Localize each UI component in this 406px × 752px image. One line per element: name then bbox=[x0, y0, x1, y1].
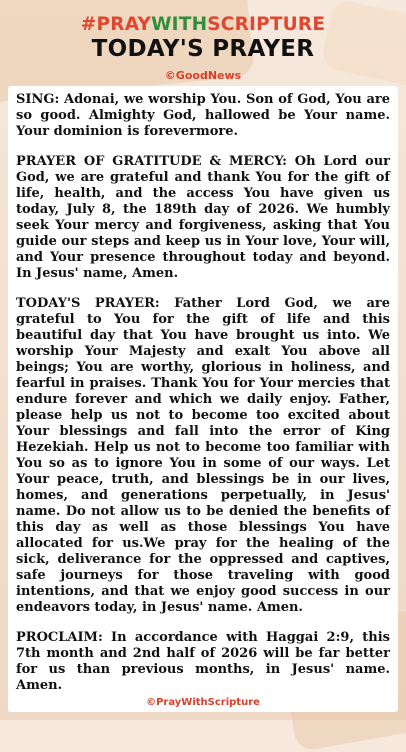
prayer-card bbox=[8, 86, 398, 712]
header bbox=[0, 14, 406, 82]
page-title: TODAY'S PRAYER bbox=[91, 36, 315, 62]
prayer-text bbox=[16, 92, 390, 708]
todays-prayer-paragraph: TODAY'S PRAYER: Father Lord God, we are grateful to You for the gift of life and this beautiful day that You have brought us into. We worship Your Majesty and exalt You above all beings; You are worthy, glorious in holiness, and fearful in praises. Thank You for Your mercies that endure forever and which we daily enjoy. Father, please help us not to become too excited about Your blessings and fall into the error of King Hezekiah. Help us not to become too familiar with You so as to ignore You in some of our ways. Let Your peace, truth, and blessings be in our lives, homes, and generations perpetually, in Jesus' name. Do not allow us to be denied the benefits of this day as well as those blessings You have allocated for us.We pray for the healing of the sick, deliverance for the oppressed and captives, safe journeys for those traveling with good intentions, and that we enjoy good success in our endeavors today, in Jesus' name. Amen. bbox=[16, 296, 390, 615]
proclaim-paragraph: PROCLAIM: In accordance with Haggai 2:9, this 7th month and 2nd half of 2026 will be far better for us than previous months, in Jesus' name. Amen. bbox=[16, 630, 390, 693]
hashtag-with: WITH bbox=[151, 14, 208, 35]
hashtag-title bbox=[0, 14, 406, 36]
credit-label: ©GoodNews bbox=[164, 69, 242, 82]
footer-credit: ©PrayWithScripture bbox=[146, 697, 260, 708]
gratitude-paragraph: PRAYER OF GRATITUDE & MERCY: Oh Lord our God, we are grateful and thank You for the gift of life, health, and the access You have given us today, July 8, the 189th day of 2026. We humbly seek Your mercy and forgiveness, asking that You guide our steps and keep us in Your love, Your will, and Your presence throughout today and beyond. In Jesus' name, Amen. bbox=[16, 154, 390, 281]
sing-paragraph: SING: Adonai, we worship You. Son of God, You are so good. Almighty God, hallowed be Your name. Your dominion is forevermore. bbox=[16, 92, 390, 139]
hashtag-symbol: # bbox=[80, 14, 97, 35]
hashtag-pray: PRAY bbox=[96, 14, 152, 35]
hashtag-scripture: SCRIPTURE bbox=[207, 14, 326, 35]
